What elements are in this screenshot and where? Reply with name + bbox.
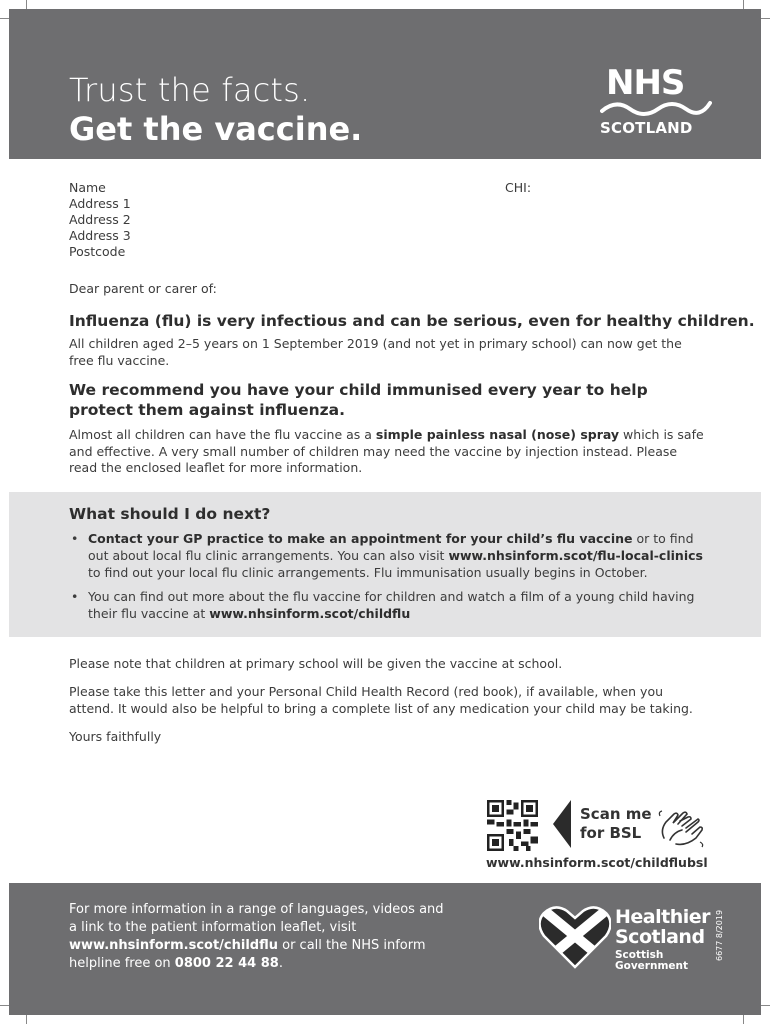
saltire-heart-icon [539, 903, 611, 969]
bsl-link[interactable]: www.nhsinform.scot/childflubsl [486, 855, 708, 870]
logo-line: Healthier [615, 906, 710, 928]
logo-line: Government [615, 960, 689, 972]
section2-heading: We recommend you have your child immunised every year to help protect them against influenza. [69, 381, 648, 419]
text-run: Almost all children can have the flu vaccine as a [69, 427, 376, 442]
list-item [69, 588, 705, 622]
document-reference: 6677 8/2019 [715, 909, 724, 961]
logo-line: Scotland [615, 926, 705, 948]
text-run: You can find out more about the flu vaccine for children and watch a film of a young child having their flu vaccine at [88, 589, 695, 621]
salutation: Dear parent or carer of: [69, 281, 217, 296]
scan-line: for BSL [580, 824, 642, 842]
qr-code-icon [487, 800, 538, 851]
section1-body: All children aged 2–5 years on 1 September 2019 (and not yet in primary school) can now get the free flu vaccine. [69, 336, 682, 368]
clinics-link[interactable]: www.nhsinform.scot/flu-local-clinics [448, 548, 703, 563]
scan-me-label [580, 805, 652, 843]
address-line: Address 1 [69, 196, 131, 211]
text-run: . [278, 956, 283, 971]
text-run-bold: simple painless nasal (nose) spray [375, 427, 620, 442]
section2-body [69, 427, 705, 477]
scottish-government-label [615, 950, 688, 972]
signoff: Yours faithfully [69, 729, 162, 744]
address-line: Address 3 [69, 228, 131, 243]
sign-language-hands-icon [656, 808, 706, 848]
footer-info [69, 901, 449, 973]
wave-icon [600, 97, 712, 117]
text-run: or call the NHS inform helpline free on [69, 938, 426, 971]
scan-line: Scan me [580, 805, 652, 823]
address-line: Name [69, 180, 106, 195]
bring-note: Please take this letter and your Personal Child Health Record (red book), if available, when you attend. It would also be helpful to bring a complete list of any medication your child may be taking. [69, 684, 693, 716]
text-run-bold: Contact your GP practice to make an appointment for your child’s flu vaccine [88, 531, 633, 546]
headline-line1: Trust the facts. [69, 71, 311, 109]
text-run: For more information in a range of languages, videos and a link to the patient information leaflet, visit [69, 902, 444, 935]
text-run: to find out your local flu clinic arrangements. Flu immunisation usually begins in October. [88, 565, 648, 580]
logo-line: Scottish [615, 949, 664, 961]
text-run: which is safe and effective. A very small number of children may need the vaccine by injection instead. Please read the enclosed leaflet for more information. [69, 427, 704, 475]
address-line: Address 2 [69, 212, 131, 227]
header-banner [9, 9, 761, 159]
healthier-scotland-logo [539, 903, 719, 973]
headline-line2: Get the vaccine. [69, 110, 363, 148]
helpline-number[interactable]: 0800 22 44 88 [174, 956, 279, 971]
next-steps-heading: What should I do next? [69, 505, 271, 523]
address-line: Postcode [69, 244, 126, 259]
nhs-logo-scotland: SCOTLAND [600, 119, 693, 137]
nhs-scotland-logo [592, 61, 712, 156]
footer-banner [9, 883, 761, 1015]
text-run: or to find out about local flu clinic arrangements. You can also visit [88, 531, 694, 563]
list-item [69, 530, 705, 581]
healthier-scotland-title [615, 907, 710, 947]
arrow-left-icon [553, 800, 571, 848]
address-block [69, 180, 131, 260]
next-steps-list [69, 530, 705, 629]
chi-label: CHI: [505, 180, 532, 195]
primary-school-note: Please note that children at primary school will be given the vaccine at school. [69, 656, 563, 671]
section1-heading: Influenza (flu) is very infectious and can be serious, even for healthy children. [69, 312, 755, 330]
childflu-link[interactable]: www.nhsinform.scot/childflu [209, 606, 411, 621]
nhs-logo-text: NHS [606, 63, 685, 103]
footer-link[interactable]: www.nhsinform.scot/childflu [69, 938, 278, 953]
